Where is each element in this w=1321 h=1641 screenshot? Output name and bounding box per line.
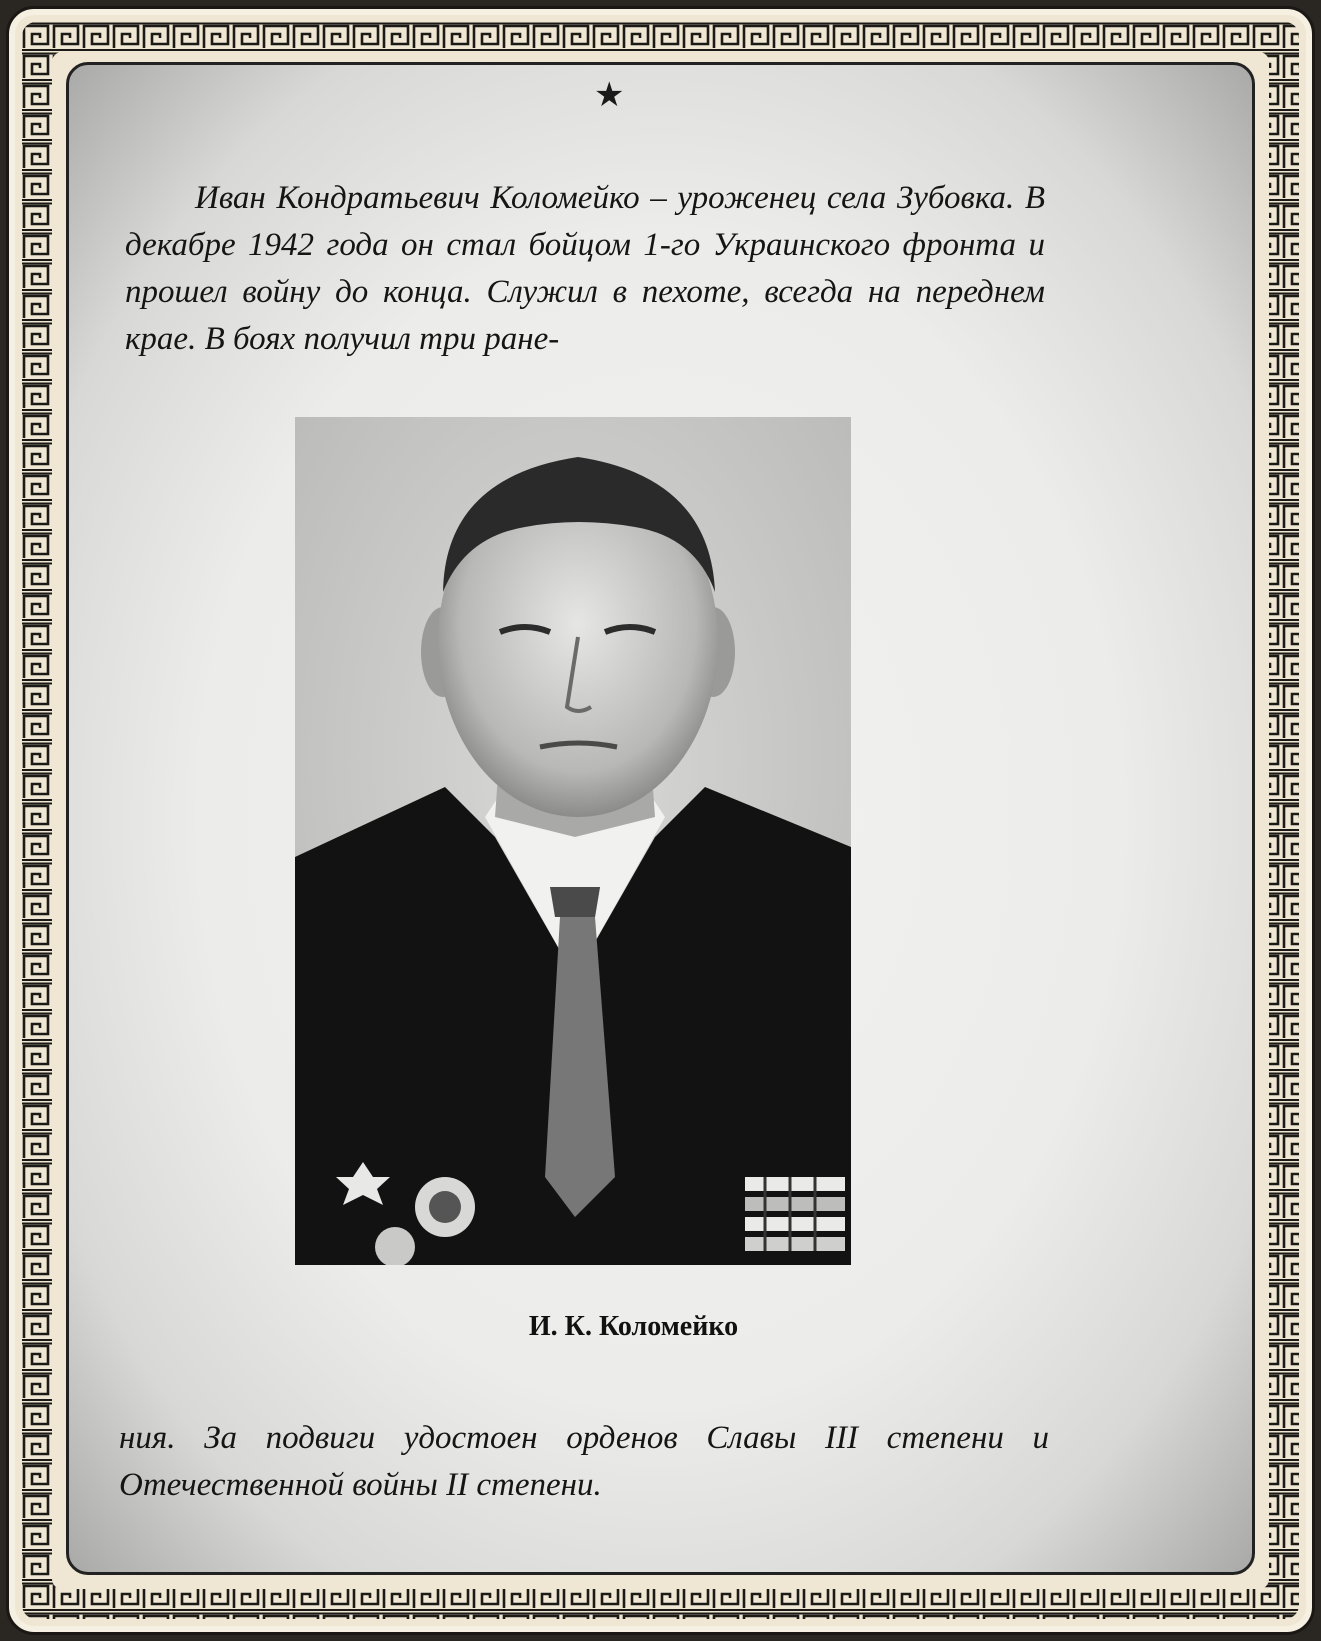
book-page	[66, 62, 1255, 1575]
photo-caption	[69, 1311, 1255, 1343]
biography-paragraph-bottom: ния. За подвиги удостоен орденов Славы III степени и Отечественной войны II степени.	[119, 1420, 1049, 1503]
star-icon: ★	[594, 75, 625, 115]
portrait-photo	[295, 417, 851, 1265]
caption-text: И. К. Коломейко	[528, 1311, 739, 1342]
biography-paragraph-top: Иван Кондратьевич Коломейко – уроженец села Зубовка. В декабре 1942 года он стал бойцом 1-го Украинского фронта и прошел войну до конца. Служил в пехоте, всегда на переднем крае. В боях получил три ране-	[125, 180, 1045, 357]
